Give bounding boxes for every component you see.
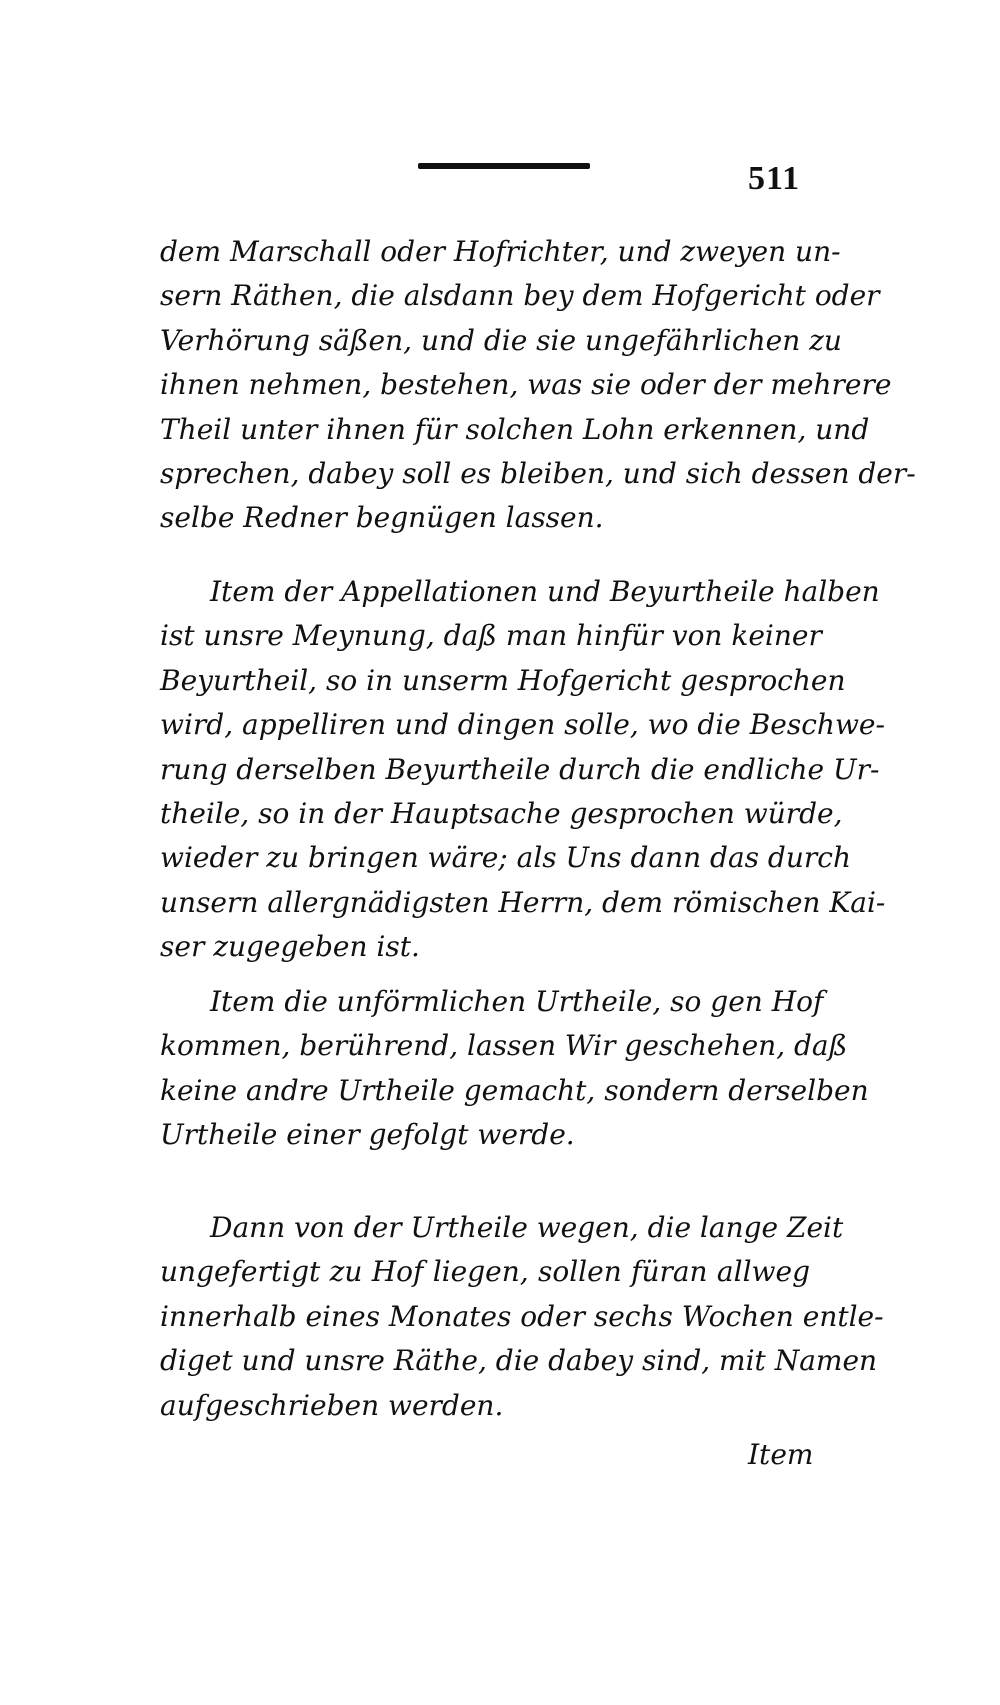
text-line: selbe Redner begnügen lassen. (160, 501, 604, 535)
text-line: kommen, berührend, lassen Wir geschehen, daß (160, 1029, 848, 1063)
text-line: unsern allergnädigsten Herrn, dem römischen Kai- (160, 885, 886, 919)
text-line: ungefertigt zu Hof liegen, sollen füran allweg (160, 1255, 810, 1289)
text-line: Urtheile einer gefolgt werde. (160, 1118, 575, 1152)
text-line: Verhörung säßen, und die sie ungefährlichen zu (160, 323, 842, 357)
catchword: Item (748, 1438, 814, 1471)
text-line: sern Räthen, die alsdann bey dem Hofgericht oder (160, 279, 880, 313)
paragraph-1 (160, 230, 916, 541)
text-line: keine andre Urtheile gemacht, sondern derselben (160, 1073, 869, 1107)
text-line: sprechen, dabey soll es bleiben, und sich dessen der- (160, 456, 916, 490)
paragraph-2 (160, 570, 886, 970)
text-line: aufgeschrieben werden. (160, 1388, 504, 1422)
text-line: innerhalb eines Monates oder sechs Wochen entle- (160, 1299, 884, 1333)
text-line: ist unsre Meynung, daß man hinfür von keiner (160, 619, 822, 653)
text-line: ser zugegeben ist. (160, 930, 420, 964)
header-rule (418, 163, 590, 169)
text-line: wieder zu bringen wäre; als Uns dann das durch (160, 841, 851, 875)
text-line: diget und unsre Räthe, die dabey sind, mit Namen (160, 1344, 878, 1378)
text-line: ihnen nehmen, bestehen, was sie oder der mehrere (160, 368, 892, 402)
text-line: theile, so in der Hauptsache gesprochen würde, (160, 796, 843, 830)
paragraph-4 (160, 1206, 884, 1428)
page-number: 511 (748, 160, 801, 197)
text-line: Dann von der Urtheile wegen, die lange Zeit (210, 1211, 844, 1244)
text-line: Theil unter ihnen für solchen Lohn erkennen, und (160, 412, 870, 446)
text-line: dem Marschall oder Hofrichter, und zweyen un- (160, 235, 841, 268)
paragraph-3 (160, 980, 869, 1158)
text-line: wird, appelliren und dingen solle, wo die Beschwe- (160, 708, 885, 742)
text-line: Item der Appellationen und Beyurtheile halben (210, 575, 880, 608)
text-line: Beyurtheil, so in unserm Hofgericht gesprochen (160, 663, 846, 697)
text-line: rung derselben Beyurtheile durch die endliche Ur- (160, 752, 880, 786)
text-line: Item die unförmlichen Urtheile, so gen Hof (210, 985, 824, 1018)
